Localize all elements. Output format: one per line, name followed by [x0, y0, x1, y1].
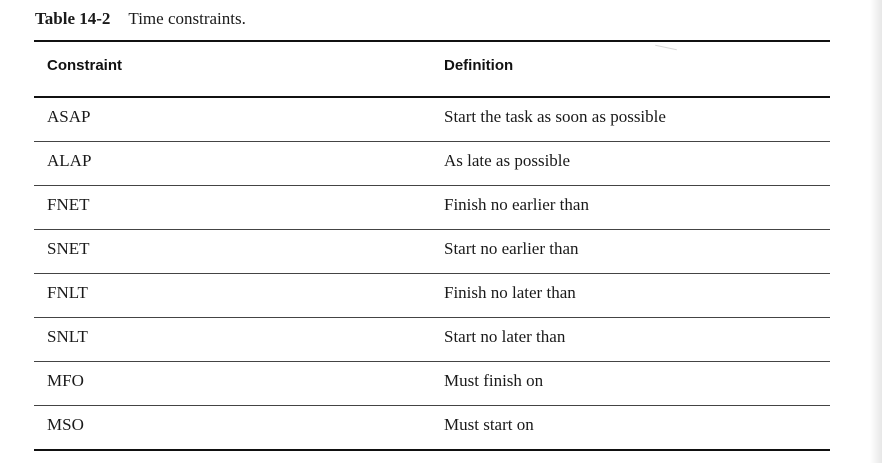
definition-cell: Must start on	[444, 415, 534, 434]
table-row	[34, 274, 830, 318]
table-row	[34, 186, 830, 230]
constraint-cell: MFO	[47, 371, 84, 390]
constraint-cell: SNLT	[47, 327, 88, 346]
constraint-cell: MSO	[47, 415, 84, 434]
table-header-row	[34, 42, 830, 98]
definition-cell: As late as possible	[444, 151, 571, 170]
table-row	[34, 318, 830, 362]
header-definition: Definition	[444, 57, 514, 74]
header-constraint: Constraint	[47, 57, 122, 74]
constraints-table	[34, 40, 830, 451]
definition-cell: Start no earlier than	[444, 239, 579, 258]
definition-cell: Must finish on	[444, 371, 544, 390]
definition-cell: Start the task as soon as possible	[444, 107, 666, 126]
constraint-cell: ASAP	[47, 107, 91, 126]
table-row	[34, 98, 830, 142]
table-row	[34, 230, 830, 274]
table-row	[34, 406, 830, 451]
constraint-cell: SNET	[47, 239, 90, 258]
constraint-cell: FNLT	[47, 283, 88, 302]
definition-cell: Finish no later than	[444, 283, 576, 302]
table-body	[34, 98, 830, 451]
definition-cell: Finish no earlier than	[444, 195, 589, 214]
constraint-cell: ALAP	[47, 151, 92, 170]
scan-edge-shadow	[870, 0, 882, 463]
table-caption	[35, 9, 246, 29]
definition-cell: Start no later than	[444, 327, 566, 346]
table-title: Time constraints.	[128, 9, 246, 28]
constraint-cell: FNET	[47, 195, 90, 214]
table-row	[34, 142, 830, 186]
table-row	[34, 362, 830, 406]
table-number: Table 14-2	[35, 9, 111, 28]
